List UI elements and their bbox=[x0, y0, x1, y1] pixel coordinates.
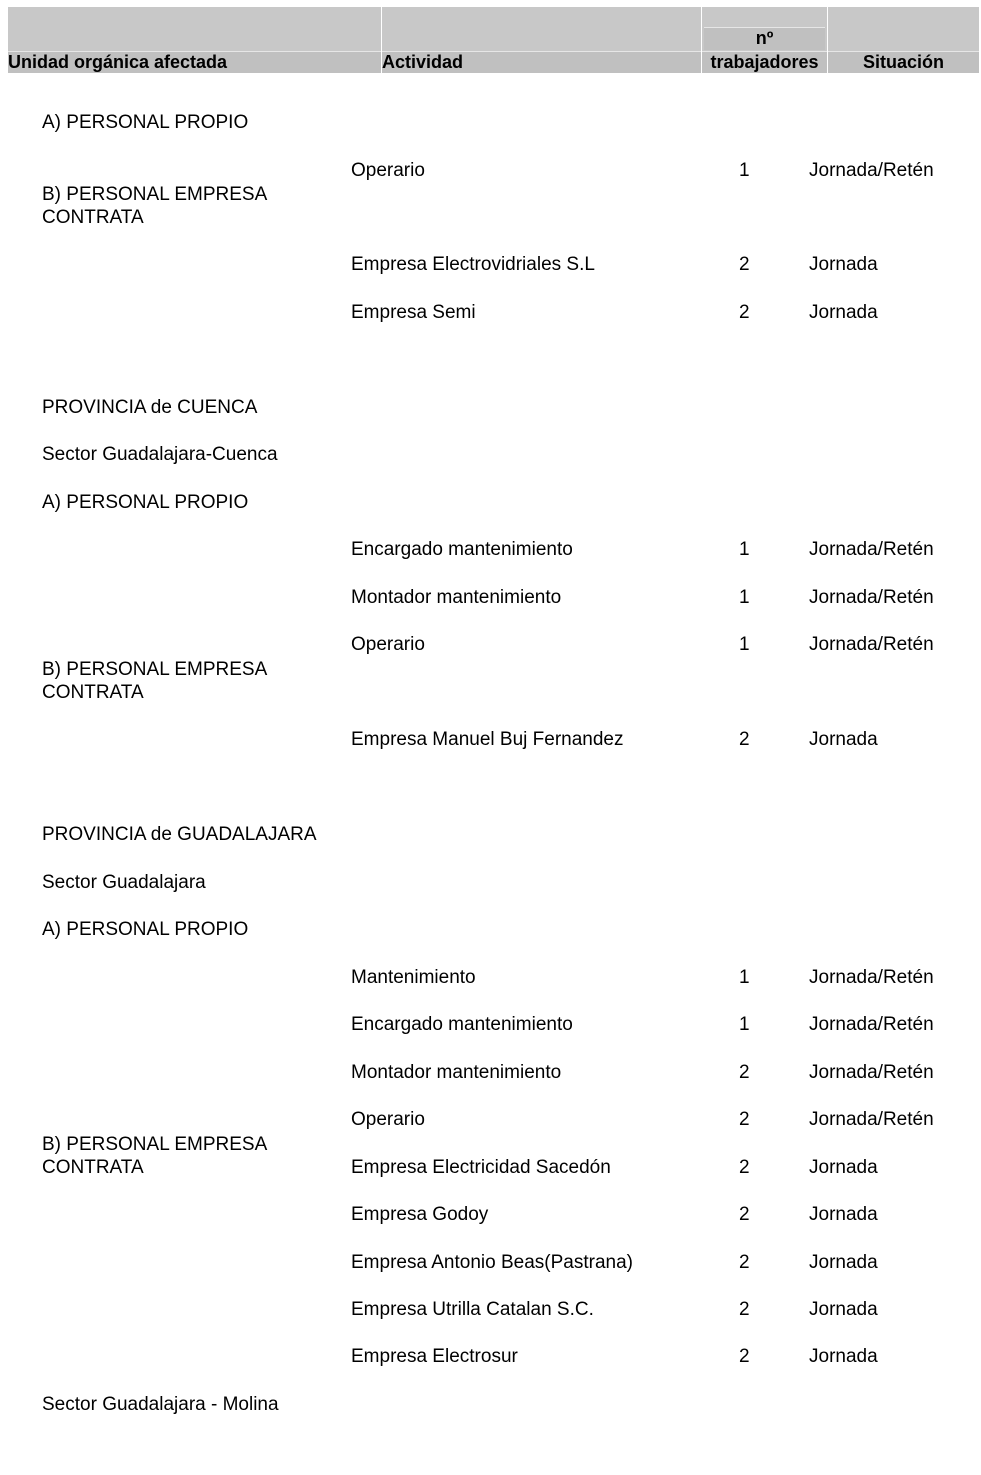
count-cell: 2 bbox=[739, 1157, 750, 1178]
count-cell: 1 bbox=[739, 539, 750, 560]
header-trabajadores-label-1: nº bbox=[755, 28, 774, 48]
status-cell: Jornada bbox=[809, 1299, 878, 1320]
unit-label: CONTRATA bbox=[42, 207, 144, 228]
header-situacion bbox=[828, 7, 979, 73]
activity-cell: Mantenimiento bbox=[351, 967, 476, 988]
header-trabajadores-label-2: trabajadores bbox=[710, 52, 819, 72]
unit-label: CONTRATA bbox=[42, 1157, 144, 1178]
activity-cell: Empresa Electricidad Sacedón bbox=[351, 1157, 611, 1178]
status-cell: Jornada bbox=[809, 1346, 878, 1367]
status-cell: Jornada/Retén bbox=[809, 160, 934, 181]
activity-cell: Operario bbox=[351, 634, 425, 655]
status-cell: Jornada bbox=[809, 729, 878, 750]
header-actividad-label: Actividad bbox=[382, 52, 464, 72]
status-cell: Jornada/Retén bbox=[809, 634, 934, 655]
count-cell: 2 bbox=[739, 254, 750, 275]
activity-cell: Empresa Manuel Buj Fernandez bbox=[351, 729, 624, 750]
status-cell: Jornada bbox=[809, 1204, 878, 1225]
sector-label: Sector Guadalajara bbox=[42, 872, 206, 893]
unit-label: A) PERSONAL PROPIO bbox=[42, 919, 249, 940]
sector-label: Sector Guadalajara-Cuenca bbox=[42, 444, 278, 465]
count-cell: 1 bbox=[739, 160, 750, 181]
header-trabajadores bbox=[702, 7, 827, 73]
unit-label: B) PERSONAL EMPRESA bbox=[42, 1134, 268, 1155]
sector-label: Sector Guadalajara - Molina bbox=[42, 1394, 279, 1415]
status-cell: Jornada bbox=[809, 302, 878, 323]
unit-label: A) PERSONAL PROPIO bbox=[42, 492, 249, 513]
count-cell: 2 bbox=[739, 729, 750, 750]
count-cell: 2 bbox=[739, 1252, 750, 1273]
count-cell: 1 bbox=[739, 634, 750, 655]
count-cell: 2 bbox=[739, 302, 750, 323]
header-actividad bbox=[382, 7, 701, 73]
status-cell: Jornada/Retén bbox=[809, 1109, 934, 1130]
header-situacion-label: Situación bbox=[862, 52, 944, 72]
activity-cell: Montador mantenimiento bbox=[351, 1062, 562, 1083]
status-cell: Jornada/Retén bbox=[809, 1014, 934, 1035]
activity-cell: Encargado mantenimiento bbox=[351, 539, 573, 560]
status-cell: Jornada bbox=[809, 254, 878, 275]
count-cell: 2 bbox=[739, 1062, 750, 1083]
count-cell: 1 bbox=[739, 587, 750, 608]
activity-cell: Empresa Utrilla Catalan S.C. bbox=[351, 1299, 594, 1320]
activity-cell: Empresa Electrosur bbox=[351, 1346, 518, 1367]
activity-cell: Operario bbox=[351, 1109, 425, 1130]
activity-cell: Empresa Antonio Beas(Pastrana) bbox=[351, 1252, 633, 1273]
activity-cell: Empresa Semi bbox=[351, 302, 476, 323]
header-unidad-label: Unidad orgánica afectada bbox=[8, 52, 228, 72]
count-cell: 2 bbox=[739, 1109, 750, 1130]
count-cell: 1 bbox=[739, 967, 750, 988]
count-cell: 2 bbox=[739, 1204, 750, 1225]
activity-cell: Empresa Electrovidriales S.L bbox=[351, 254, 595, 275]
count-cell: 2 bbox=[739, 1346, 750, 1367]
activity-cell: Operario bbox=[351, 160, 425, 181]
unit-label: B) PERSONAL EMPRESA bbox=[42, 659, 268, 680]
unit-label: A) PERSONAL PROPIO bbox=[42, 112, 249, 133]
status-cell: Jornada/Retén bbox=[809, 1062, 934, 1083]
unit-label: B) PERSONAL EMPRESA bbox=[42, 184, 268, 205]
activity-cell: Encargado mantenimiento bbox=[351, 1014, 573, 1035]
status-cell: Jornada/Retén bbox=[809, 587, 934, 608]
province-label: PROVINCIA de GUADALAJARA bbox=[42, 824, 317, 845]
count-cell: 2 bbox=[739, 1299, 750, 1320]
status-cell: Jornada bbox=[809, 1252, 878, 1273]
status-cell: Jornada/Retén bbox=[809, 967, 934, 988]
activity-cell: Empresa Godoy bbox=[351, 1204, 489, 1225]
province-label: PROVINCIA de CUENCA bbox=[42, 397, 258, 418]
status-cell: Jornada/Retén bbox=[809, 539, 934, 560]
count-cell: 1 bbox=[739, 1014, 750, 1035]
status-cell: Jornada bbox=[809, 1157, 878, 1178]
unit-label: CONTRATA bbox=[42, 682, 144, 703]
header-unidad bbox=[8, 7, 381, 73]
activity-cell: Montador mantenimiento bbox=[351, 587, 562, 608]
